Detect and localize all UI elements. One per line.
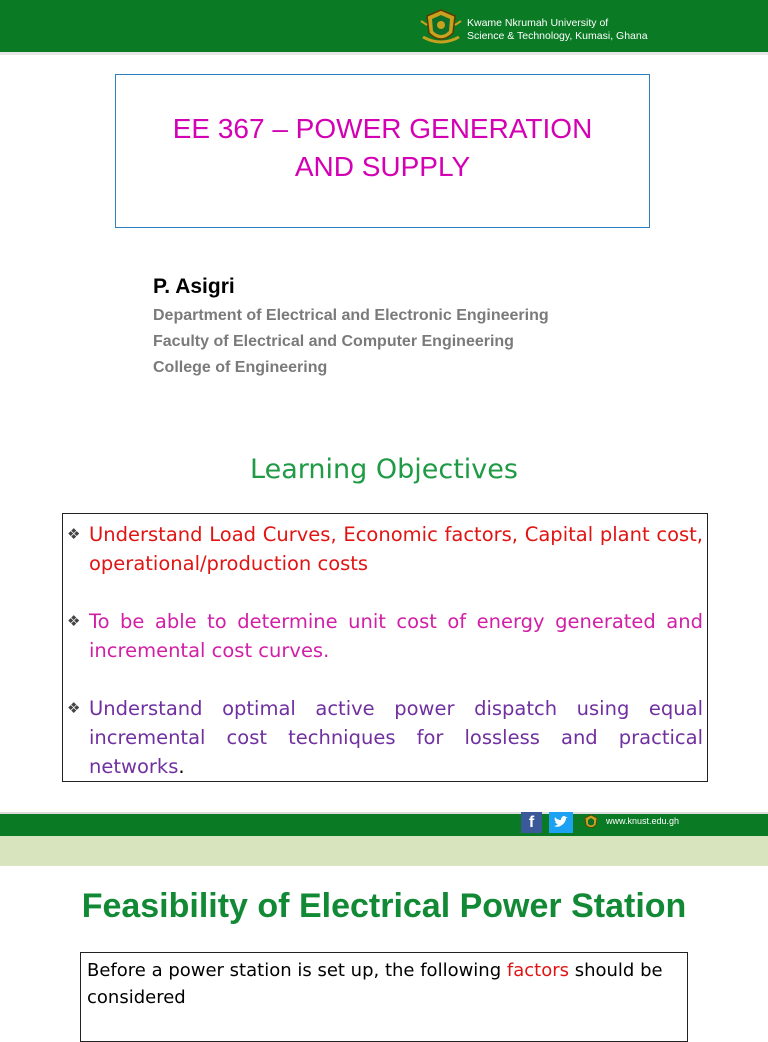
factors-intro-text-end: should be considered — [87, 960, 663, 1008]
course-title-line2: AND SUPPLY — [294, 151, 471, 182]
knust-crest-icon — [582, 814, 600, 832]
course-title-box — [115, 74, 650, 228]
diamond-bullet-icon: ❖ — [67, 525, 81, 543]
slide-separator-band — [0, 836, 768, 866]
objective-text: To be able to determine unit cost of energy generated and incremental cost curves. — [89, 610, 703, 662]
feasibility-title: Feasibility of Electrical Power Station — [81, 887, 687, 925]
factors-intro-text: Before a power station is set up, the following — [87, 960, 507, 981]
factors-highlight: factors — [506, 960, 569, 981]
objective-text-wrap — [67, 694, 703, 781]
website-url[interactable]: www.knust.edu.gh — [606, 816, 680, 826]
objective-text: Understand optimal active power dispatch using equal incremental cost techniques for lossless and practical networks — [89, 697, 703, 778]
objective-period: . — [178, 755, 185, 778]
author-department: Department of Electrical and Electronic Engineering — [153, 307, 549, 324]
objective-item — [67, 692, 703, 781]
objective-item — [67, 605, 703, 665]
university-name — [467, 17, 707, 43]
university-name-line2: Science & Technology, Kumasi, Ghana — [467, 30, 648, 42]
learning-objectives-heading: Learning Objectives — [250, 454, 518, 485]
factors-intro-box — [80, 952, 688, 1042]
author-college: College of Engineering — [153, 359, 328, 376]
diamond-bullet-icon: ❖ — [67, 612, 81, 630]
twitter-icon[interactable] — [549, 812, 573, 833]
objective-item — [67, 518, 703, 578]
author-faculty: Faculty of Electrical and Computer Engineering — [153, 333, 514, 350]
course-title — [116, 110, 649, 186]
facebook-icon[interactable]: f — [521, 812, 542, 833]
university-name-line1: Kwame Nkrumah University of — [467, 17, 609, 29]
learning-objectives-box — [62, 513, 708, 782]
course-title-line1: EE 367 – POWER GENERATION — [172, 113, 593, 144]
objective-text: Understand Load Curves, Economic factors, Capital plant cost, operational/production costs — [89, 523, 703, 575]
diamond-bullet-icon: ❖ — [67, 699, 81, 717]
author-name: P. Asigri — [153, 275, 235, 298]
knust-crest-icon — [419, 7, 463, 49]
